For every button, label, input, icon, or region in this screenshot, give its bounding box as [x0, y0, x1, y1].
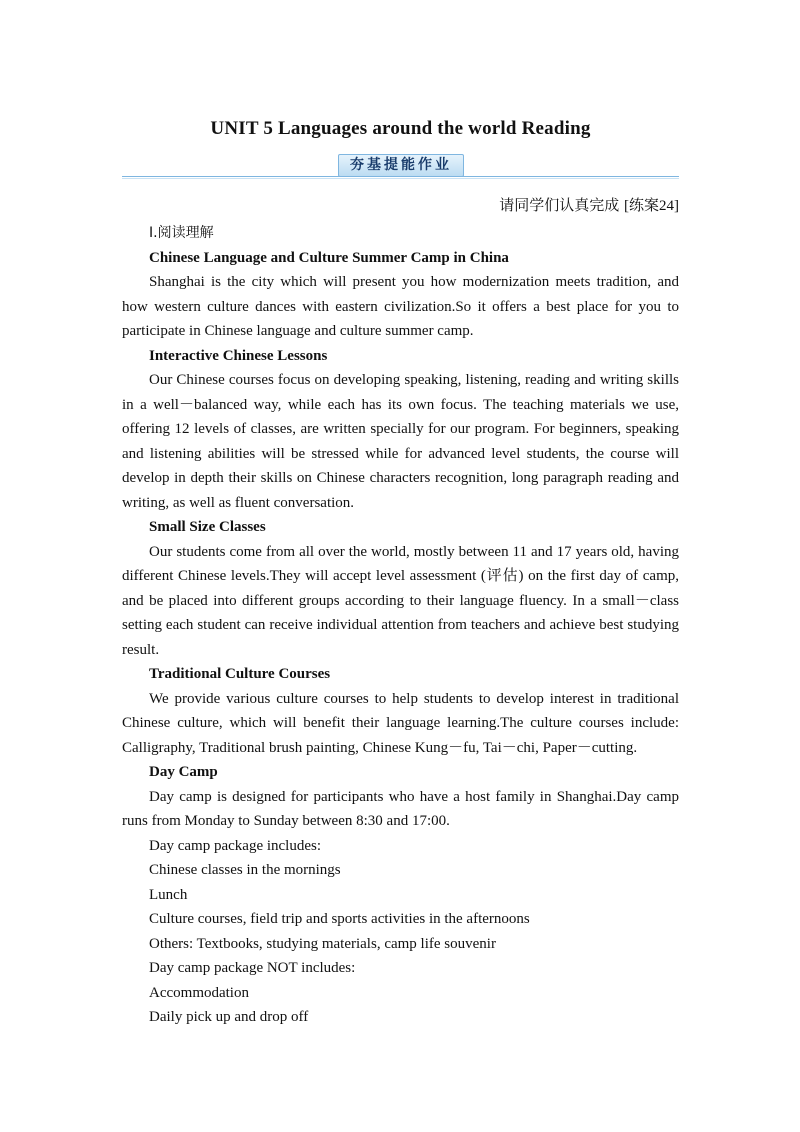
includes-item: Culture courses, field trip and sports activities in the afternoons [149, 911, 530, 927]
includes-item: Others: Textbooks, studying materials, camp life souvenir [149, 935, 496, 952]
section-label: Ⅰ.阅读理解 [149, 225, 214, 241]
section-heading-daycamp: Day Camp [149, 764, 218, 780]
section-heading-classes: Small Size Classes [149, 519, 266, 535]
banner-rule-secondary [122, 178, 679, 179]
excludes-item: Daily pick up and drop off [149, 1009, 309, 1025]
completion-note [499, 194, 679, 215]
section-text-classes: Our students come from all over the world, mostly between 11 and 17 years old, having different Chinese levels.They will accept level assessment (评估) on the first day of camp, and be placed into different groups according to their language fluency. In a small－class setting each student can receive individual attention from teachers and achieve best studying result. [122, 543, 679, 658]
intro-paragraph: Shanghai is the city which will present you how modernization meets tradition, and how western culture dances with eastern civilization.So it offers a best place for you to participate in Chinese language and culture summer camp. [122, 274, 679, 339]
passage-body [122, 221, 679, 1030]
excludes-label: Day camp package NOT includes: [149, 960, 356, 976]
excludes-item: Accommodation [149, 984, 249, 1001]
section-text-lessons: Our Chinese courses focus on developing speaking, listening, reading and writing skills in a well－balanced way, while each has its own focus. The teaching materials we use, offering 12 levels of classes, are written specially for our program. For beginners, speaking and listening abilities will be stressed while for advanced level students, the course will develop in depth their skills on Chinese characters recognition, long paragraph reading and writing, as well as fluent conversation. [122, 372, 679, 511]
completion-note-text: 请同学们认真完成 [499, 196, 620, 214]
passage-title: Chinese Language and Culture Summer Camp in China [149, 249, 509, 266]
homework-banner: 夯基提能作业 [338, 154, 464, 177]
section-text-daycamp: Day camp is designed for participants who have a host family in Shanghai.Day camp runs from Monday to Sunday between 8:30 and 17:00. [122, 788, 679, 829]
section-heading-culture: Traditional Culture Courses [149, 666, 331, 682]
banner-area [122, 152, 679, 180]
page-title: UNIT 5 Languages around the world Reading [210, 118, 591, 139]
section-heading-lessons: Interactive Chinese Lessons [149, 347, 328, 364]
exercise-reference: [练案24] [624, 198, 679, 214]
includes-item: Lunch [149, 886, 188, 903]
section-text-culture: We provide various culture courses to help students to develop interest in traditional Chinese culture, which will benefit their language learning.The culture courses include: Calligraphy, Traditional brush painting, Chinese Kung－fu, Tai－chi, Paper－cutting. [122, 690, 679, 756]
includes-item: Chinese classes in the mornings [149, 862, 341, 878]
includes-label: Day camp package includes: [149, 837, 322, 854]
